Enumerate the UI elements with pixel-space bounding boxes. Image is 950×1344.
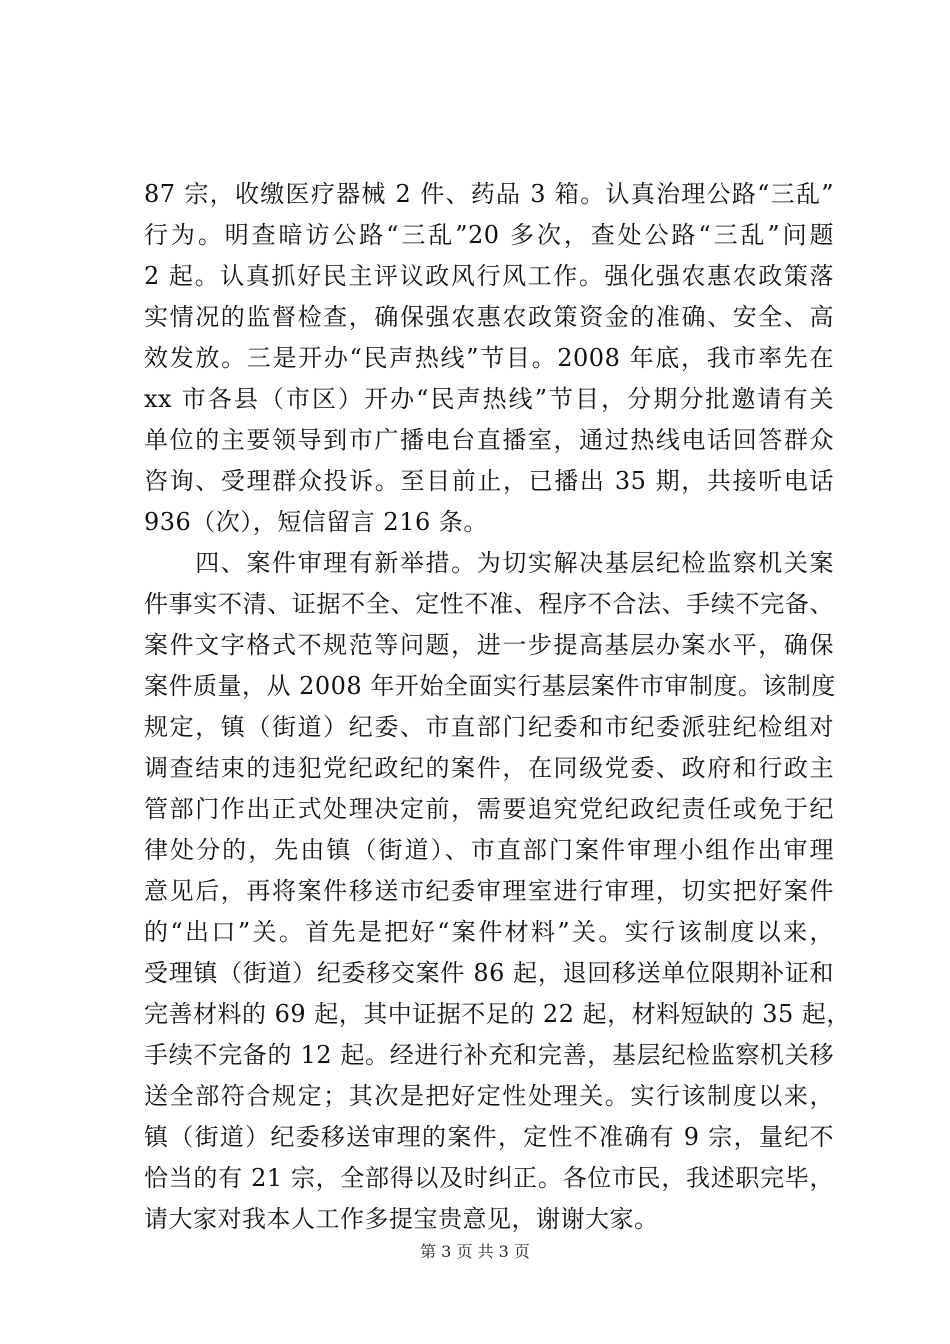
text-line: 936（次），短信留言 216 条。 bbox=[144, 508, 488, 536]
text-line: 行为。明查暗访公路“三乱”20 多次，查处公路“三乱”问题 bbox=[144, 221, 834, 249]
text-line: 恰当的有 21 宗，全部得以及时纠正。各位市民，我述职完毕， bbox=[144, 1164, 834, 1192]
text-line: 2 起。认真抓好民主评议政风行风工作。强化强农惠农政策落 bbox=[144, 262, 834, 290]
text-line: 手续不完备的 12 起。经进行补充和完善，基层纪检监察机关移 bbox=[144, 1041, 834, 1069]
text-line: 送全部符合规定；其次是把好定性处理关。实行该制度以来， bbox=[144, 1082, 834, 1110]
text-line: 单位的主要领导到市广播电台直播室，通过热线电话回答群众 bbox=[144, 426, 834, 454]
text-line: 实情况的监督检查，确保强农惠农政策资金的准确、安全、高 bbox=[144, 303, 834, 331]
text-line: 律处分的，先由镇（街道）、市直部门案件审理小组作出审理 bbox=[144, 836, 834, 864]
text-line: 87 宗，收缴医疗器械 2 件、药品 3 箱。认真治理公路“三乱” bbox=[144, 180, 834, 208]
text-line: 请大家对我本人工作多提宝贵意见，谢谢大家。 bbox=[144, 1205, 659, 1233]
text-line: 案件质量，从 2008 年开始全面实行基层案件市审制度。该制度 bbox=[144, 672, 836, 700]
text-line: xx 市各县（市区）开办“民声热线”节目，分期分批邀请有关 bbox=[144, 385, 834, 413]
text-line: 案件文字格式不规范等问题，进一步提高基层办案水平，确保 bbox=[144, 631, 834, 659]
text-line: 受理镇（街道）纪委移交案件 86 起，退回移送单位限期补证和 bbox=[144, 959, 834, 987]
text-line: 的“出口”关。首先是把好“案件材料”关。实行该制度以来， bbox=[144, 918, 834, 946]
text-line: 管部门作出正式处理决定前，需要追究党纪政纪责任或免于纪 bbox=[144, 795, 834, 823]
text-line: 镇（街道）纪委移送审理的案件，定性不准确有 9 宗，量纪不 bbox=[144, 1123, 834, 1151]
text-line: 件事实不清、证据不全、定性不准、程序不合法、手续不完备、 bbox=[144, 590, 834, 618]
text-line: 效发放。三是开办“民声热线”节目。2008 年底，我市率先在 bbox=[144, 344, 834, 372]
text-line: 四、案件审理有新举措。为切实解决基层纪检监察机关案 bbox=[144, 549, 834, 577]
text-line: 意见后，再将案件移送市纪委审理室进行审理，切实把好案件 bbox=[144, 877, 834, 905]
text-line: 咨询、受理群众投诉。至目前止，已播出 35 期，共接听电话 bbox=[144, 467, 834, 495]
text-line: 规定，镇（街道）纪委、市直部门纪委和市纪委派驻纪检组对 bbox=[144, 713, 834, 741]
text-line: 调查结束的违犯党纪政纪的案件，在同级党委、政府和行政主 bbox=[144, 754, 834, 782]
body-text bbox=[144, 174, 851, 1240]
text-line: 完善材料的 69 起，其中证据不足的 22 起，材料短缺的 35 起， bbox=[144, 1000, 851, 1028]
page-number-footer: 第 3 页 共 3 页 bbox=[420, 1242, 530, 1261]
